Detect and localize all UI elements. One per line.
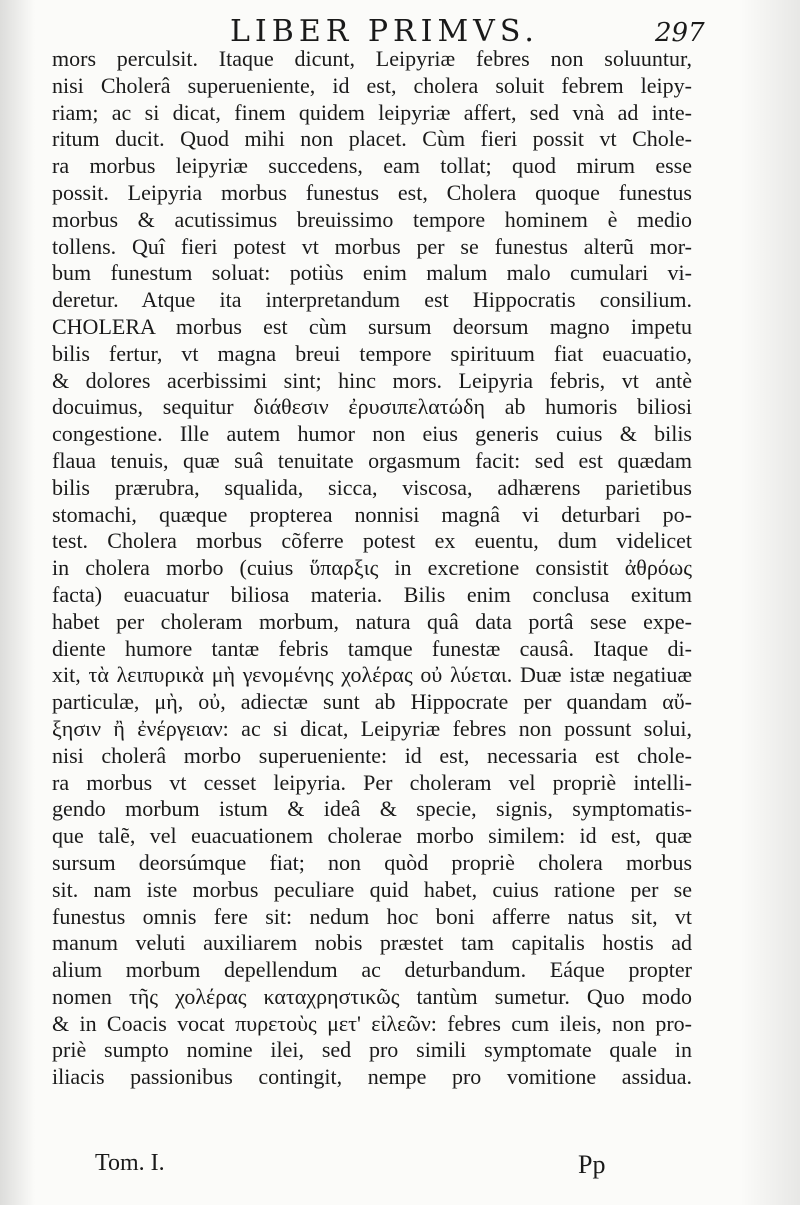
page-number: 297 [655, 18, 705, 48]
text-line: CHOLERA morbus est cùm sursum deorsum magno impetu [52, 313, 692, 339]
text-line: ra morbus leipyriæ succedens, eam tollat; quod mirum esse [52, 153, 692, 179]
text-line: nomen τῆς χολέρας καταχρηστικῶς tantùm sumetur. Quo modo [52, 983, 692, 1009]
page-edge-shadow [0, 0, 35, 1205]
text-line: manum veluti auxiliarem nobis præstet tam capitalis hostis ad [52, 930, 692, 956]
text-line: sit. nam iste morbus peculiare quid habet, cuius ratione per se [52, 876, 692, 902]
text-line: possit. Leipyria morbus funestus est, Cholera quoque funestus [52, 179, 692, 205]
text-line: xit, τὰ λειπυρικὰ μὴ γενομένης χολέρας οὐ λύεται. Duæ istæ negatiuæ [52, 662, 692, 688]
text-line: in cholera morbo (cuius ὕπαρξις in excretione consistit ἀθρόως [52, 555, 692, 581]
text-line: congestione. Ille autem humor non eius generis cuius & bilis [52, 421, 692, 447]
text-line: mors perculsit. Itaque dicunt, Leipyriæ febres non soluuntur, [52, 46, 692, 71]
text-line: riam; ac si dicat, finem quidem leipyriæ affert, sed vnà ad inte- [52, 99, 692, 125]
text-line: gendo morbum istum & ideâ & specie, signis, symptomatis- [52, 796, 692, 822]
signature-mark: Pp [578, 1150, 606, 1179]
text-line: & dolores acerbissimi sint; hinc mors. Leipyria febris, vt antè [52, 367, 692, 393]
text-line: & in Coacis vocat πυρετοὺς μετ' εἰλεῶν: febres cum ileis, non pro- [52, 1010, 692, 1036]
text-line: ξησιν ἢ ἐνέργειαν: ac si dicat, Leipyriæ febres non possunt solui, [52, 715, 692, 741]
text-line: tollens. Quî fieri potest vt morbus per se funestus alterũ mor- [52, 233, 692, 259]
gutter-shadow [740, 0, 800, 1205]
text-line: facta) euacuatur biliosa materia. Bilis enim conclusa exitum [52, 581, 692, 607]
text-line: bum funestum soluat: potiùs enim malum malo cumulari vi- [52, 260, 692, 286]
text-line: morbus & acutissimus breuissimo tempore hominem è medio [52, 206, 692, 232]
text-line: alium morbum depellendum ac deturbandum. Eáque propter [52, 957, 692, 983]
text-line: bilis fertur, vt magna breui tempore spirituum fiat euacuatio, [52, 340, 692, 366]
page-footer [0, 1150, 800, 1190]
text-line: particulæ, μὴ, οὐ, adiectæ sunt ab Hippocrate per quandam αὔ- [52, 689, 692, 715]
text-line: nisi cholerâ morbo superueniente: id est, necessaria est chole- [52, 742, 692, 768]
text-line: habet per choleram morbum, natura quâ data portâ sese expe- [52, 608, 692, 634]
text-line: sursum deorsúmque fiat; non quòd propriè cholera morbus [52, 849, 692, 875]
text-line: ra morbus vt cesset leipyria. Per choleram vel propriè intelli- [52, 769, 692, 795]
body-text [52, 46, 692, 1091]
text-line: nisi Cholerâ superueniente, id est, cholera soluit febrem leipy- [52, 72, 692, 98]
volume-label: Tom. I. [95, 1150, 165, 1176]
text-line: flaua tenuis, quæ suâ tenuitate orgasmum facit: sed est quædam [52, 447, 692, 473]
text-line: funestus omnis fere sit: nedum hoc boni afferre natus sit, vt [52, 903, 692, 929]
text-line: docuimus, sequitur διάθεσιν ἐρυσιπελατώδη ab humoris biliosi [52, 394, 692, 420]
running-title: LIBER PRIMVS. [230, 14, 539, 49]
text-line: bilis prærubra, squalida, sicca, viscosa, adhærens parietibus [52, 474, 692, 500]
text-line: priè sumpto nomine ilei, sed pro simili symptomate quale in [52, 1037, 692, 1063]
text-line: ritum ducit. Quod mihi non placet. Cùm fieri possit vt Chole- [52, 126, 692, 152]
text-line: que talẽ, vel euacuationem cholerae morbo similem: id est, quæ [52, 823, 692, 849]
text-line: diente humore tantæ febris tamque funestæ causâ. Itaque di- [52, 635, 692, 661]
text-line: deretur. Atque ita interpretandum est Hippocratis consilium. [52, 287, 692, 313]
text-line: iliacis passionibus contingit, nempe pro vomitione assidua. [52, 1064, 692, 1090]
text-line: stomachi, quæque propterea nonnisi magnâ vi deturbari po- [52, 501, 692, 527]
text-line: test. Cholera morbus cõferre potest ex euentu, dum videlicet [52, 528, 692, 554]
